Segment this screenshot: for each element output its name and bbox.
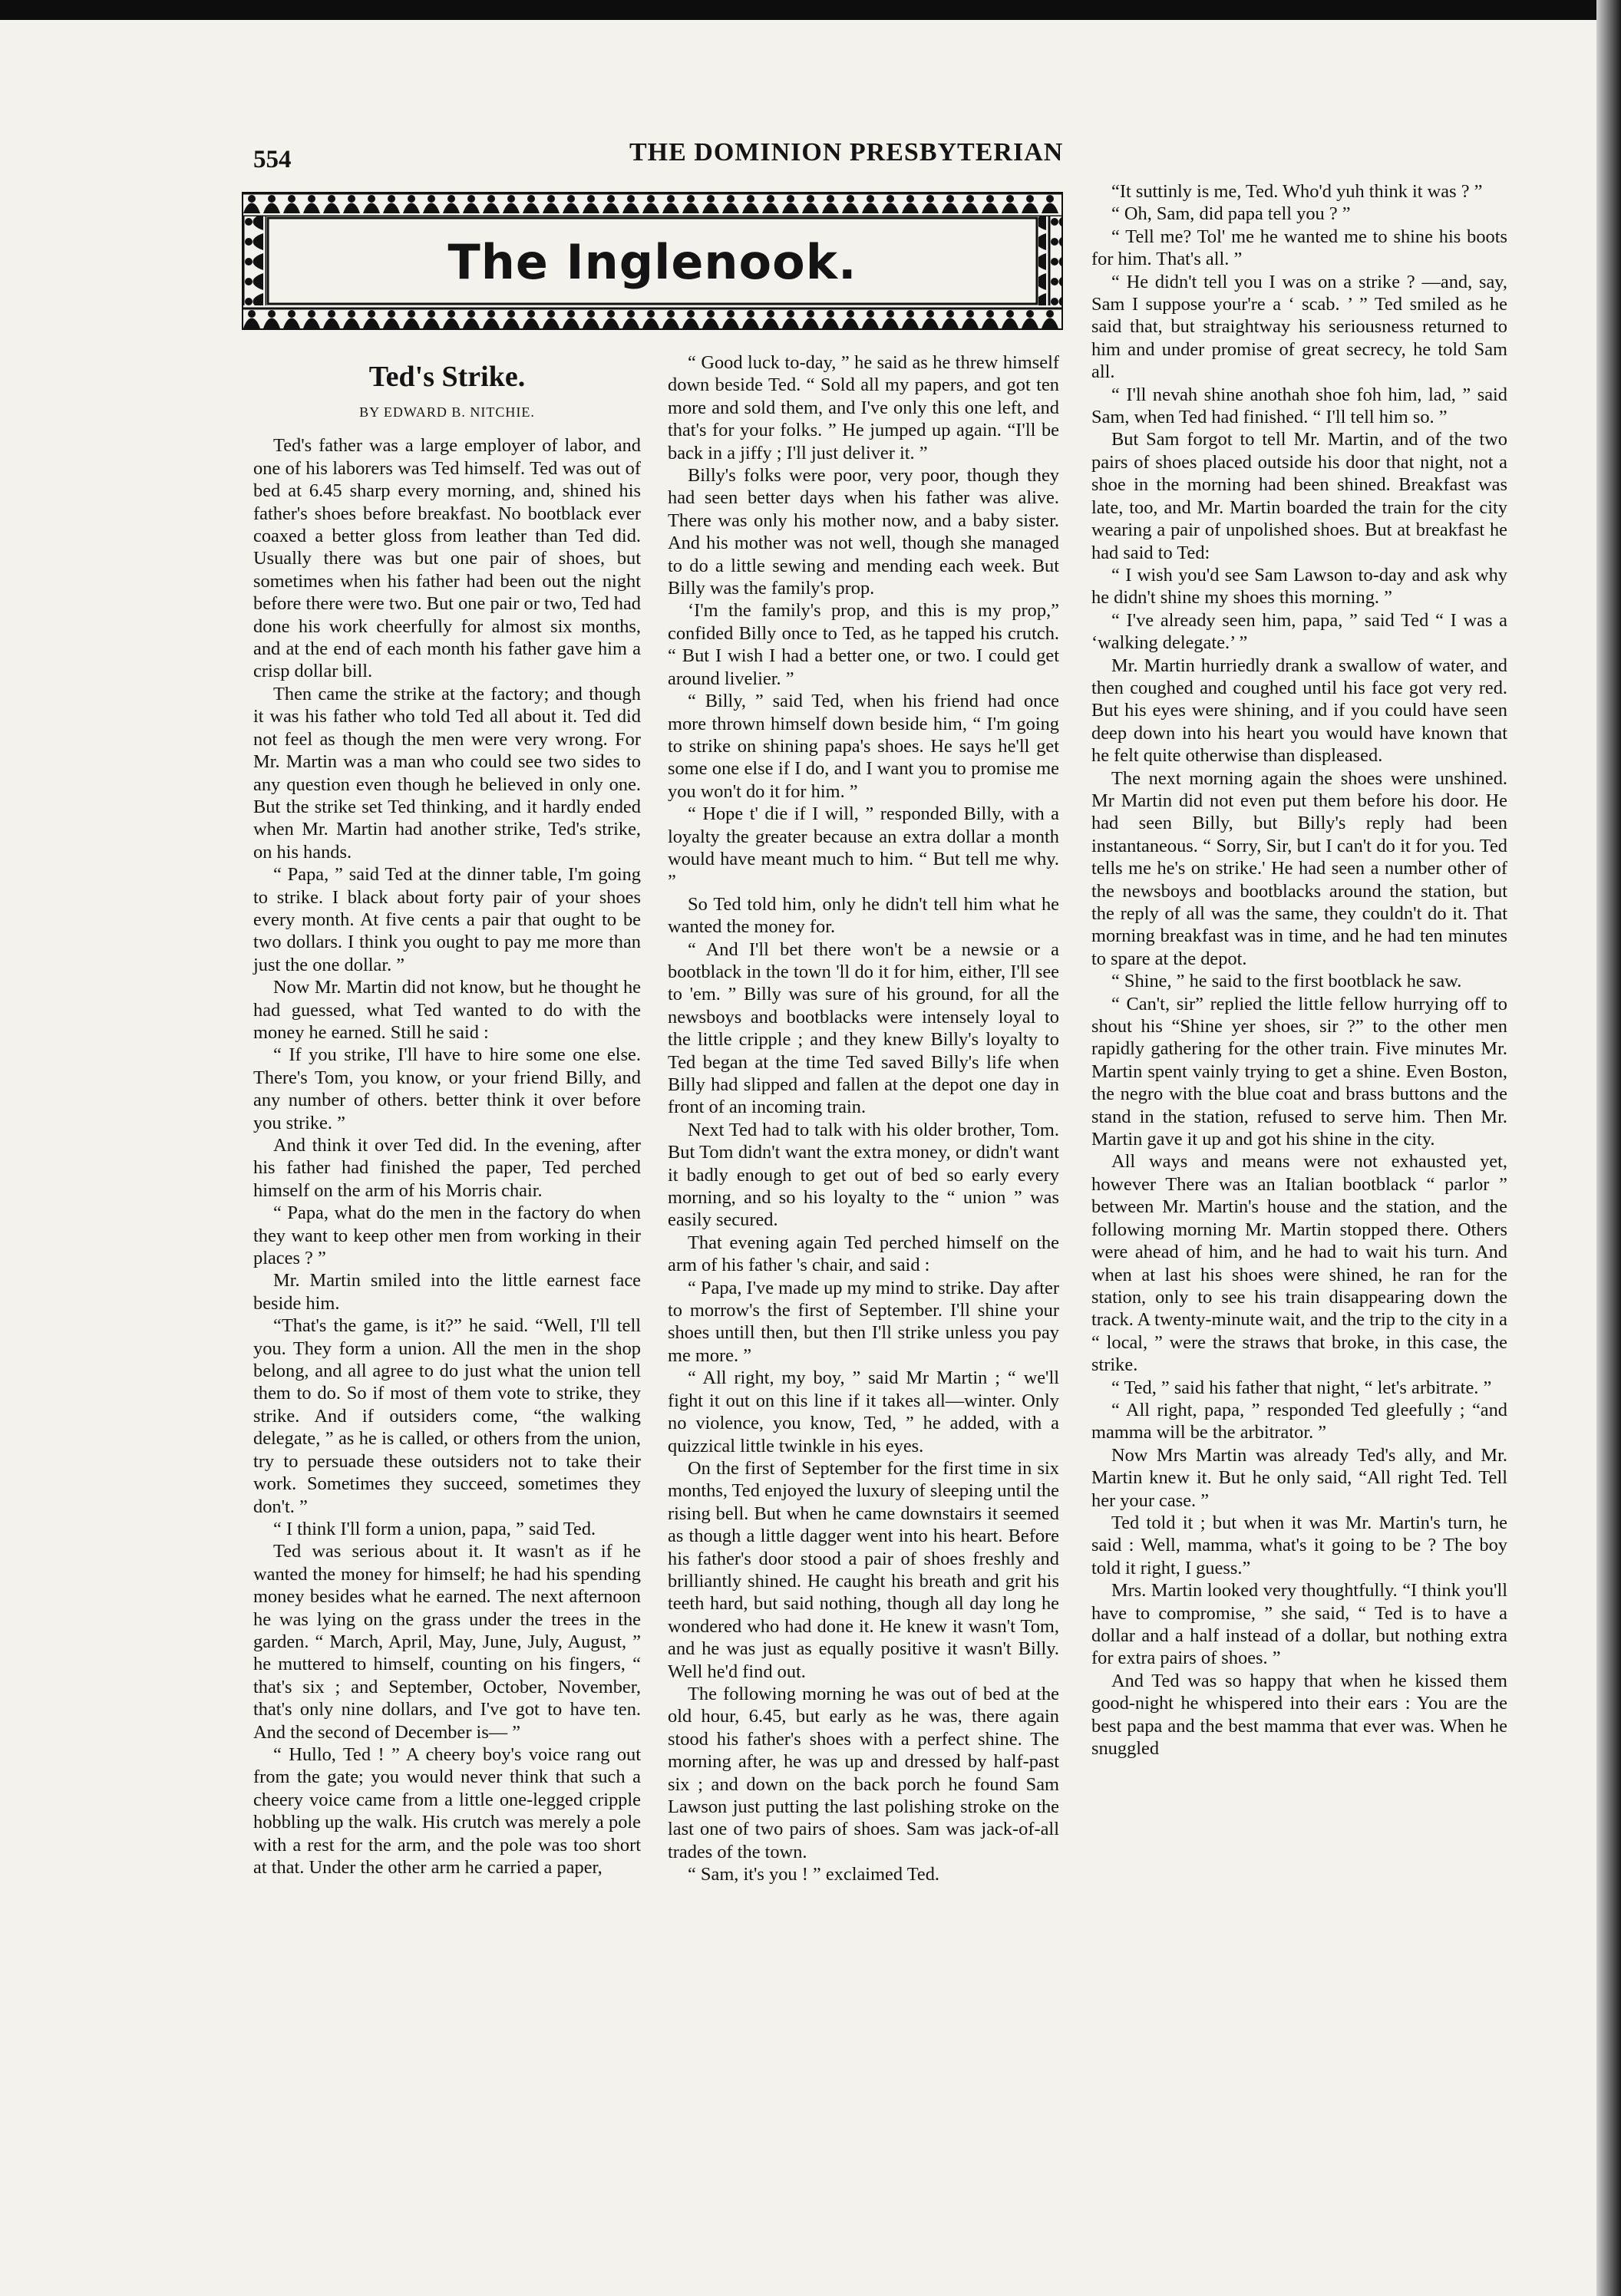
running-head: THE DOMINION PRESBYTERIAN [629,138,1064,167]
text-column-1 [253,349,641,1879]
paragraph: “ Can't, sir” replied the little fellow hurrying off to shout his “Shine yer shoes, sir ?” to the other men rapidly gathering for the other train. Five minutes Mr. Martin spent vainly trying to get a shine. Even Boston, the negro with the blue coat and brass buttons and the stand in the station, refused to serve him. Then Mr. Martin gave it up and got his shine in the city. [1091,993,1507,1150]
paragraph: “ Tell me? Tol' me he wanted me to shine his boots for him. That's all. ” [1091,226,1507,270]
section-title: The Inglenook. [447,234,857,290]
text-column-2 [668,351,1059,1886]
paragraph: Ted's father was a large employer of labor, and one of his laborers was Ted himself. Ted was out of bed at 6.45 sharp every morning, and, shined his father's shoes before breakfast. No bootblack ever coaxed a better gloss from leather than Ted did. Usually there was but one pair of shoes, but sometimes when his father had been out the night before there were two. But one pair or two, Ted had done his work cheerfully for almost six months, and at the end of each month his father gave him a crisp dollar bill. [253,435,641,682]
paragraph: Ted was serious about it. It wasn't as if he wanted the money for himself; he had his spending money besides what he earned. The next afternoon he was lying on the grass under the trees in the garden. “ March, April, May, June, July, August, ” he muttered to himself, counting on his fingers, “ that's six ; and September, October, November, that's only nine dollars, and I've got to have ten. And the second of December is— ” [253,1541,641,1743]
paragraph: “ Shine, ” he said to the first bootblack he saw. [1111,971,1462,992]
paragraph: “It suttinly is me, Ted. Who'd yuh think it was ? ” [1111,181,1483,202]
paragraph: “ Hope t' die if I will, ” responded Billy, with a loyalty the greater because an extra dollar a month would have meant much to him. “ But tell me why. ” [668,803,1059,892]
paragraph: “ And I'll bet there won't be a newsie or a bootblack in the town 'll do it for him, either, I'll see to 'em. ” Billy was sure of his ground, for all the newsboys and bootblacks were intensely loyal to the little cripple ; and they knew Billy's loyalty to Ted began at the time Ted saved Billy's life when Billy had slipped and fallen at the depot one day in front of an incoming train. [668,939,1059,1118]
paragraph: “ Hullo, Ted ! ” A cheery boy's voice rang out from the gate; you would never think that such a cheery voice came from a little one-legged cripple hobbling up the walk. His crutch was merely a pole with a rest for the arm, and the pole was too short at that. Under the other arm he carried a paper, [253,1743,641,1878]
paragraph: That evening again Ted perched himself on the arm of his father 's chair, and said : [668,1232,1059,1276]
paragraph: “ Papa, I've made up my mind to strike. Day after to morrow's the first of September. I'll shine your shoes untill then, but then I'll strike unless you pay me more. ” [668,1277,1059,1366]
paragraph: “ He didn't tell you I was on a strike ? —and, say, Sam I suppose your're a ‘ scab. ’ ” Ted smiled as he said that, but straightway his seriousness returned to him and under promise of great secrecy, he told Sam all. [1091,271,1507,383]
paragraph: The next morning again the shoes were unshined. Mr Martin did not even put them before his door. He had seen Billy, but Billy's reply had been instantaneous. “ Sorry, Sir, but I can't do it for you. Ted tells me he's on strike.' He had seen a number other of the newsboys and bootblacks around the station, but the reply of all was the same, they couldn't do it. That morning breakfast was in time, and he had ten minutes to spare at the depot. [1091,767,1507,969]
scan-edge-right [1596,0,1621,2296]
scan-edge-top [0,0,1621,20]
paragraph: “ I'll nevah shine anothah shoe foh him, lad, ” said Sam, when Ted had finished. “ I'll tell him so. ” [1091,384,1507,428]
paragraph: Now Mrs Martin was already Ted's ally, and Mr. Martin knew it. But he only said, “All right Ted. Tell her your case. ” [1091,1444,1507,1511]
paragraph: “ If you strike, I'll have to hire some one else. There's Tom, you know, or your friend Billy, and any number of others. better think it over before you strike. ” [253,1044,641,1133]
paragraph: “That's the game, is it?” he said. “Well, I'll tell you. They form a union. All the men in the shop belong, and all agree to do just what the union tell them to do. So if most of them vote to strike, they strike. And if outsiders come, “the walking delegate, ” as he is called, or others from the union, try to persuade these outsiders not to take their work. Sometimes they succeed, sometimes they don't. ” [253,1315,641,1517]
paragraph: “ Billy, ” said Ted, when his friend had once more thrown himself down beside him, “ I'm going to strike on shining papa's shoes. He says he'll get some one else if I do, and I want you to promise me you won't do it for him. ” [668,691,1059,802]
paragraph: Ted told it ; but when it was Mr. Martin's turn, he said : Well, mamma, what's it going to be ? The boy told it right, I guess.” [1091,1512,1507,1578]
paragraph: Mrs. Martin looked very thoughtfully. “I think you'll have to compromise, ” she said, “ Ted is to have a dollar and a half instead of a dollar, but nothing extra for extra pairs of shoes. ” [1091,1580,1507,1669]
paragraph: “ Good luck to-day, ” he said as he threw himself down beside Ted. “ Sold all my papers, and got ten more and sold them, and I've only this one left, and that's for your folks. ” He jumped up again. “I'll be back in a jiffy ; I'll just deliver it. ” [668,352,1059,463]
paragraph: On the first of September for the first time in six months, Ted enjoyed the luxury of sleeping until the rising bell. But when he came downstairs it seemed as though a little dagger went into his heart. Before his father's door stood a pair of shoes freshly and brilliantly shined. He caught his breath and grit his teeth hard, but said nothing, though all day long he wondered who had done it. He knew it wasn't Tom, and he was just as equally positive it wasn't Billy. Well he'd find out. [668,1457,1059,1682]
paragraph: And think it over Ted did. In the evening, after his father had finished the paper, Ted perched himself on the arm of his Morris chair. [253,1135,641,1201]
inglenook-banner [242,192,1063,330]
byline: BY EDWARD B. NITCHIE. [359,404,535,420]
story-title: Ted's Strike. [368,361,526,393]
paragraph: The following morning he was out of bed at the old hour, 6.45, but early as he was, there again stood his father's shoes with a perfect shine. The morning after, he was up and dressed by half-past six ; and down on the back porch he found Sam Lawson just putting the last polishing stroke on the last one of two pairs of shoes. Sam was jack-of-all trades of the town. [668,1683,1059,1862]
paragraph: “ I wish you'd see Sam Lawson to-day and ask why he didn't shine my shoes this morning. ” [1091,564,1507,609]
paragraph: ‘I'm the family's prop, and this is my prop,” confided Billy once to Ted, as he tapped his crutch. “ But I wish I had a better one, or two. I could get around livelier. ” [668,600,1059,689]
text-column-3 [1091,180,1507,1760]
paragraph: “ All right, papa, ” responded Ted gleefully ; “and mamma will be the arbitrator. ” [1091,1399,1507,1443]
paragraph: And Ted was so happy that when he kissed them good-night he whispered into their ears : You are the best papa and the best mamma that ever was. When he snuggled [1091,1670,1507,1760]
paragraph: Now Mr. Martin did not know, but he thought he had guessed, what Ted wanted to do with the money he earned. Still he said : [253,977,641,1043]
paragraph: “ All right, my boy, ” said Mr Martin ; “ we'll fight it out on this line if it takes all—winter. Only no violence, you know, Ted, ” he added, with a quizzical little twinkle in his eyes. [668,1367,1059,1456]
paragraph: “ Sam, it's you ! ” exclaimed Ted. [688,1864,940,1885]
paragraph: But Sam forgot to tell Mr. Martin, and of the two pairs of shoes placed outside his door that night, not a shoe in the morning had been shined. Breakfast was late, too, and Mr. Martin boarded the train for the city wearing a pair of unpolished shoes. But at breakfast he had said to Ted: [1091,429,1507,563]
paragraph: All ways and means were not exhausted yet, however There was an Italian bootblack “ parlor ” between Mr. Martin's house and the station, and the following morning Mr. Martin stopped there. Others were ahead of him, and he had to wait his turn. And when at last his shoes were shined, he ran for the station, only to see his train disappearing down the track. A twenty-minute wait, and the trip to the city in a “ local, ” were the straws that broke, in this case, the strike. [1091,1151,1507,1376]
paragraph: “ Papa, ” said Ted at the dinner table, I'm going to strike. I black about forty pair of your shoes every month. At five cents a pair that ought to be two dollars. I think you ought to pay me more than just the one dollar. ” [253,864,641,975]
paragraph: So Ted told him, only he didn't tell him what he wanted the money for. [668,893,1059,938]
paragraph: “ I've already seen him, papa, ” said Ted “ I was a ‘walking delegate.’ ” [1091,609,1507,654]
paragraph: Then came the strike at the factory; and though it was his father who told Ted all about it. Ted did not feel as though the men were very wrong. For Mr. Martin was a man who could see two sides to any question even though he believed in only one. But the strike set Ted thinking, and it hardly ended when Mr. Martin had another strike, Ted's strike, on his hands. [253,683,641,863]
paragraph: Billy's folks were poor, very poor, though they had seen better days when his father was alive. There was only his mother now, and a baby sister. And his mother was not well, though she managed to do a little sewing and mending each week. But Billy was the family's prop. [668,465,1059,599]
paragraph: “ I think I'll form a union, papa, ” said Ted. [273,1518,596,1539]
paragraph: Mr. Martin smiled into the little earnest face beside him. [253,1270,641,1314]
paragraph: “ Ted, ” said his father that night, “ let's arbitrate. ” [1111,1377,1492,1398]
paragraph: “ Papa, what do the men in the factory do when they want to keep other men from working in their places ? ” [253,1202,641,1269]
paragraph: Mr. Martin hurriedly drank a swallow of water, and then coughed and coughed until his face got very red. But his eyes were shining, and if you could have seen deep down into his heart you would have known that he felt quite otherwise than displeased. [1091,655,1507,767]
paragraph: “ Oh, Sam, did papa tell you ? ” [1111,203,1351,225]
paragraph: Next Ted had to talk with his older brother, Tom. But Tom didn't want the extra money, or didn't want it badly enough to get out of bed so early every morning, and so his loyalty to the “ union ” was easily secured. [668,1119,1059,1231]
page-number: 554 [253,146,292,173]
